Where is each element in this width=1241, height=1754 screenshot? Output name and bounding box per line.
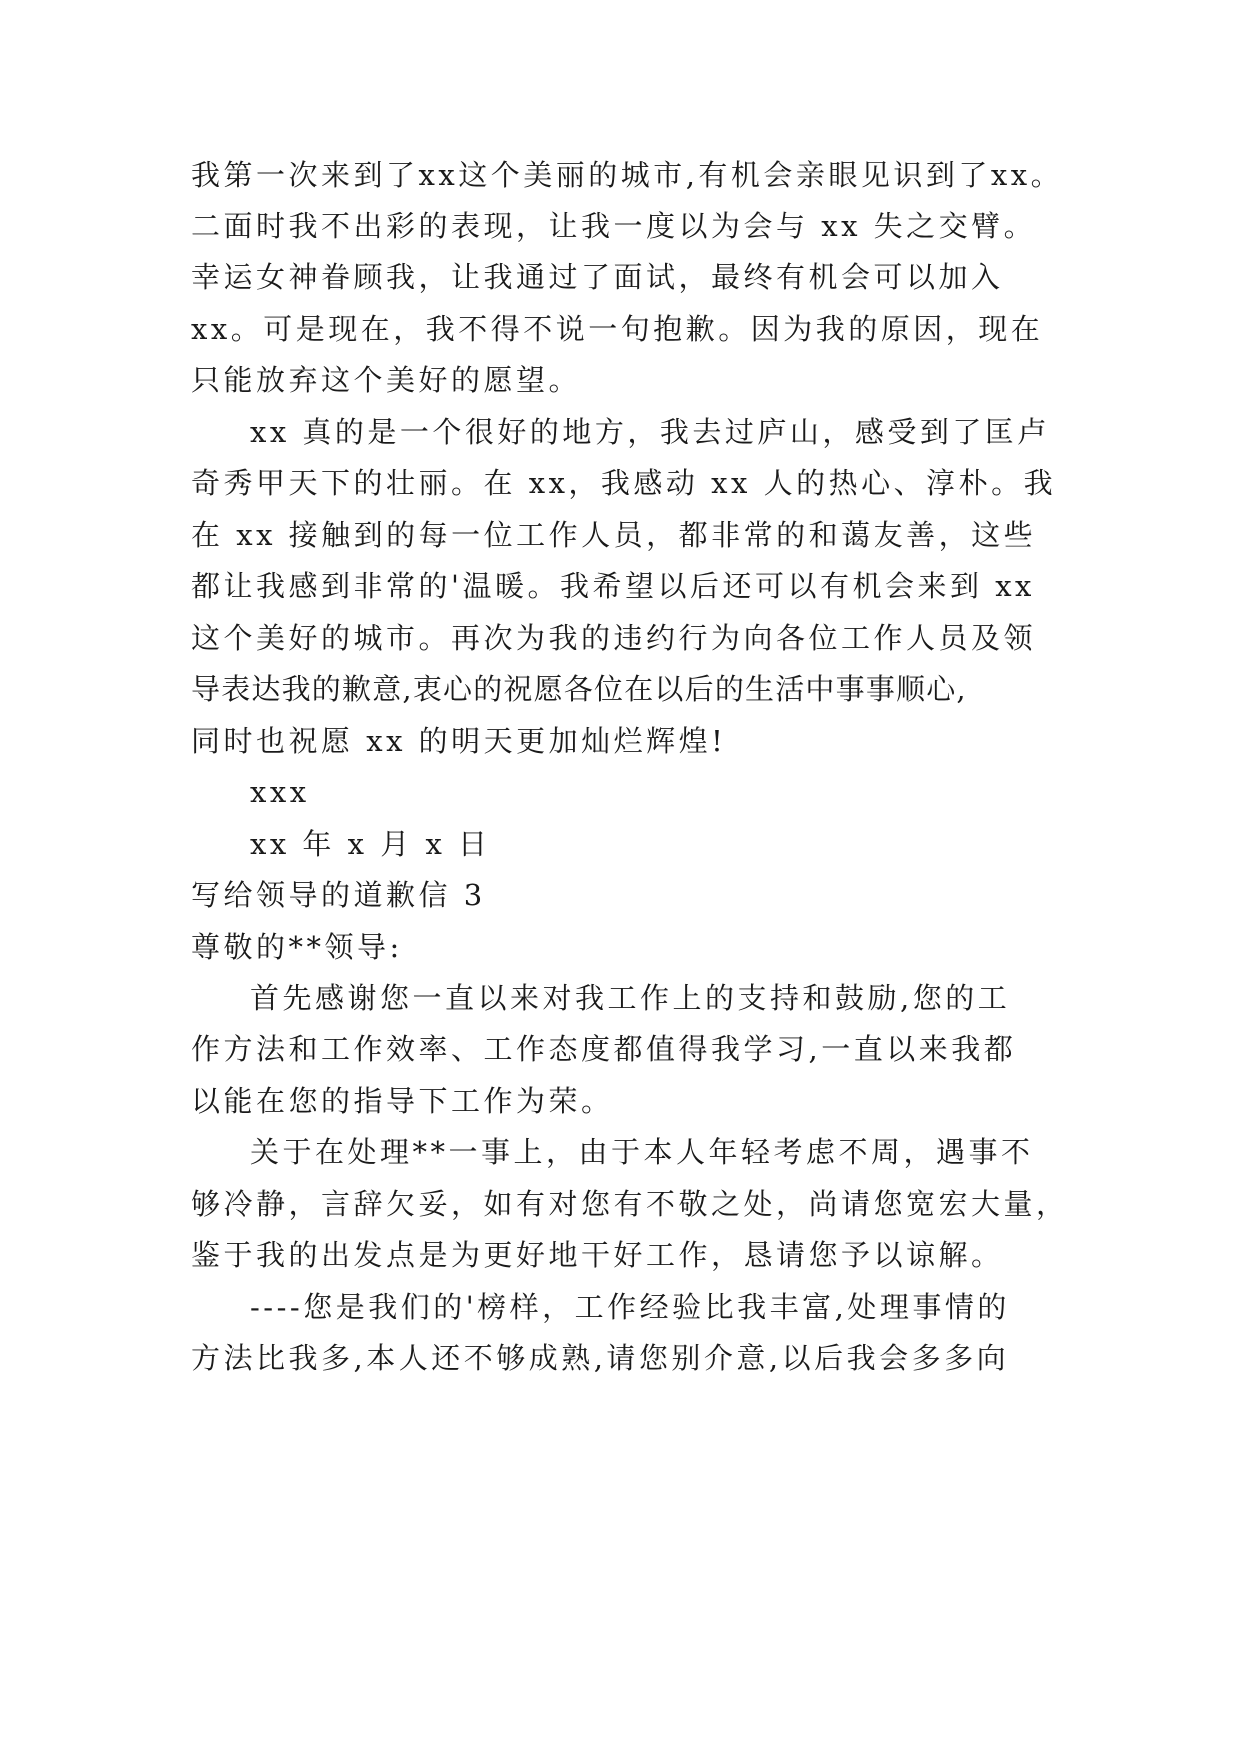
text-line: xx。可是现在，我不得不说一句抱歉。因为我的原因，现在: [191, 312, 1044, 346]
paragraph-start: ----您是我们的'榜样，工作经验比我丰富,处理事情的: [250, 1290, 1010, 1324]
text-line: 在 xx 接触到的每一位工作人员，都非常的和蔼友善，这些: [191, 518, 1037, 552]
salutation: 尊敬的**领导:: [191, 930, 403, 964]
text-line: 作方法和工作效率、工作态度都值得我学习,一直以来我都: [191, 1032, 1017, 1066]
text-line: 二面时我不出彩的表现，让我一度以为会与 xx 失之交臂。: [191, 209, 1037, 243]
text-line: 奇秀甲天下的壮丽。在 xx，我感动 xx 人的热心、淳朴。我: [191, 466, 1057, 500]
text-line: 方法比我多,本人还不够成熟,请您别介意,以后我会多多向: [191, 1341, 1010, 1375]
text-line: 都让我感到非常的'温暖。我希望以后还可以有机会来到 xx: [191, 569, 1035, 603]
text-line: 同时也祝愿 xx 的明天更加灿烂辉煌!: [191, 724, 727, 758]
text-line: 以能在您的指导下工作为荣。: [191, 1084, 614, 1118]
text-line: 导表达我的歉意,衷心的祝愿各位在以后的生活中事事顺心,: [191, 672, 967, 706]
signature-date: xx 年 x 月 x 日: [250, 827, 491, 861]
text-line: 幸运女神眷顾我，让我通过了面试，最终有机会可以加入: [191, 260, 1004, 294]
text-line: 鉴于我的出发点是为更好地干好工作，恳请您予以谅解。: [191, 1238, 1004, 1272]
paragraph-start: xx 真的是一个很好的地方，我去过庐山，感受到了匡卢: [250, 415, 1050, 449]
section-title: 写给领导的道歉信 3: [191, 878, 486, 912]
paragraph-start: 关于在处理**一事上，由于本人年轻考虑不周，遇事不: [250, 1135, 1034, 1169]
text-line: 只能放弃这个美好的愿望。: [191, 363, 582, 397]
paragraph-start: 首先感谢您一直以来对我工作上的支持和鼓励,您的工: [250, 981, 1011, 1015]
text-line: 够冷静，言辞欠妥，如有对您有不敬之处，尚请您宽宏大量，: [191, 1187, 1069, 1221]
text-line: 我第一次来到了xx这个美丽的城市,有机会亲眼见识到了xx。: [191, 158, 1064, 192]
signature-name: xxx: [250, 775, 310, 809]
text-line: 这个美好的城市。再次为我的违约行为向各位工作人员及领: [191, 621, 1037, 655]
